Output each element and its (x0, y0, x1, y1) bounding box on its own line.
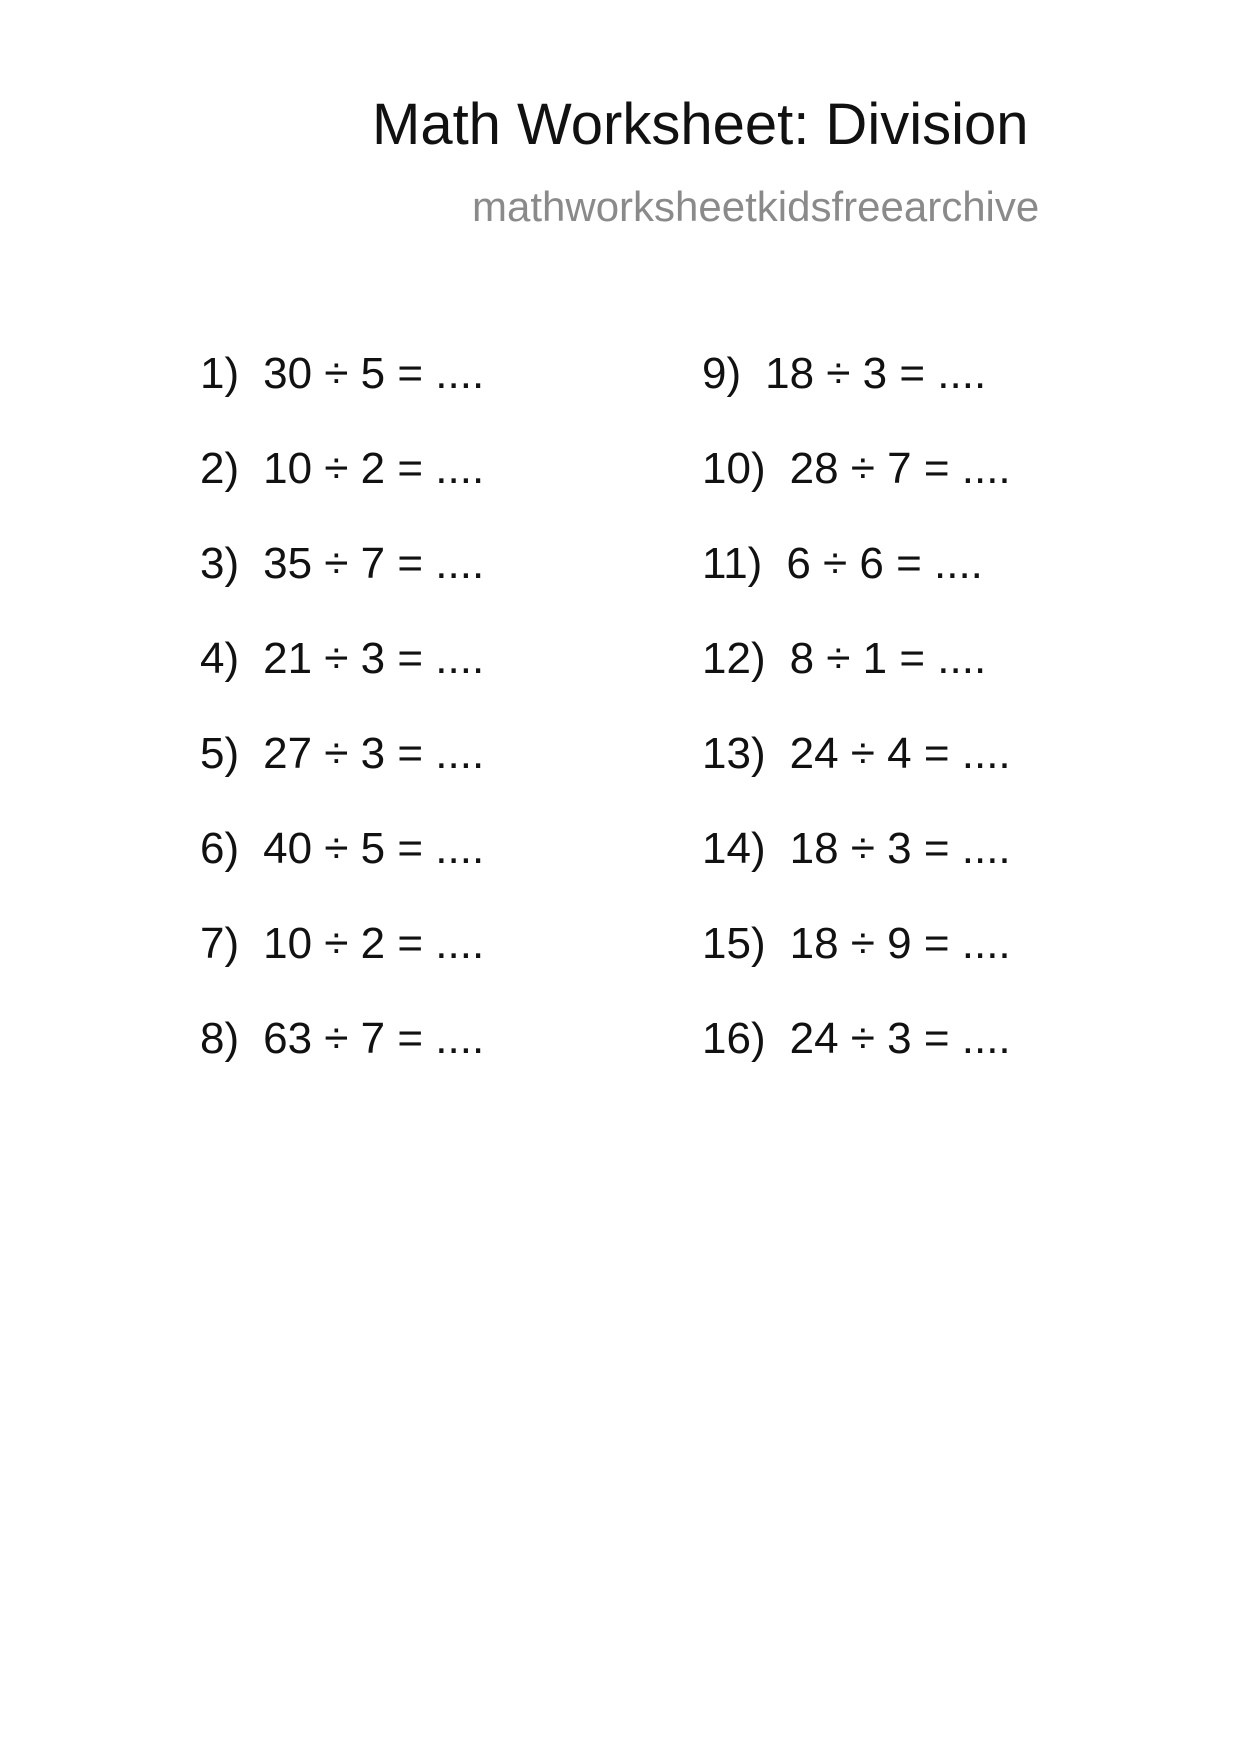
problem-item (702, 444, 1011, 542)
problem-expression: 6 ÷ 6 = .... (786, 539, 983, 588)
problem-expression: 10 ÷ 2 = .... (263, 919, 485, 968)
problem-expression: 18 ÷ 9 = .... (789, 919, 1011, 968)
problem-number: 10) (702, 444, 766, 493)
problem-item (200, 729, 485, 827)
problem-expression: 8 ÷ 1 = .... (789, 634, 987, 683)
problem-number: 9) (702, 349, 742, 398)
problem-expression: 18 ÷ 3 = .... (789, 824, 1011, 873)
problem-expression: 24 ÷ 3 = .... (789, 1014, 1011, 1063)
problem-expression: 27 ÷ 3 = .... (263, 729, 485, 778)
problem-number: 5) (200, 729, 240, 778)
problem-number: 4) (200, 634, 240, 683)
problem-number: 1) (200, 349, 240, 398)
problem-number: 6) (200, 824, 240, 873)
problem-column-left (200, 349, 485, 1112)
problem-expression: 28 ÷ 7 = .... (789, 444, 1011, 493)
problem-number: 7) (200, 919, 240, 968)
problem-expression: 21 ÷ 3 = .... (263, 634, 485, 683)
problem-number: 14) (702, 824, 766, 873)
problem-expression: 10 ÷ 2 = .... (263, 444, 485, 493)
problem-expression: 35 ÷ 7 = .... (263, 539, 485, 588)
problem-expression: 30 ÷ 5 = .... (263, 349, 485, 398)
page-subtitle: mathworksheetkidsfreearchive (472, 183, 1040, 230)
problem-item (200, 824, 485, 922)
problem-number: 11) (702, 539, 763, 588)
problem-item (702, 349, 1011, 447)
problem-number: 3) (200, 539, 240, 588)
problem-expression: 40 ÷ 5 = .... (263, 824, 485, 873)
problem-item (702, 729, 1011, 827)
problem-number: 8) (200, 1014, 240, 1063)
problem-item (702, 539, 1011, 637)
problem-item (200, 444, 485, 542)
problem-expression: 18 ÷ 3 = .... (765, 349, 987, 398)
problem-number: 15) (702, 919, 766, 968)
problem-item (702, 1014, 1011, 1112)
problem-item (200, 919, 485, 1017)
problem-column-right (702, 349, 1011, 1112)
problem-item (200, 634, 485, 732)
problem-item (200, 349, 485, 447)
problem-item (702, 919, 1011, 1017)
problem-number: 2) (200, 444, 240, 493)
page-title: Math Worksheet: Division (372, 92, 1029, 157)
problem-item (200, 539, 485, 637)
problem-number: 12) (702, 634, 766, 683)
problem-number: 13) (702, 729, 766, 778)
problem-number: 16) (702, 1014, 766, 1063)
problem-expression: 63 ÷ 7 = .... (263, 1014, 485, 1063)
problem-item (702, 634, 1011, 732)
problem-item (200, 1014, 485, 1112)
problem-expression: 24 ÷ 4 = .... (789, 729, 1011, 778)
problem-item (702, 824, 1011, 922)
